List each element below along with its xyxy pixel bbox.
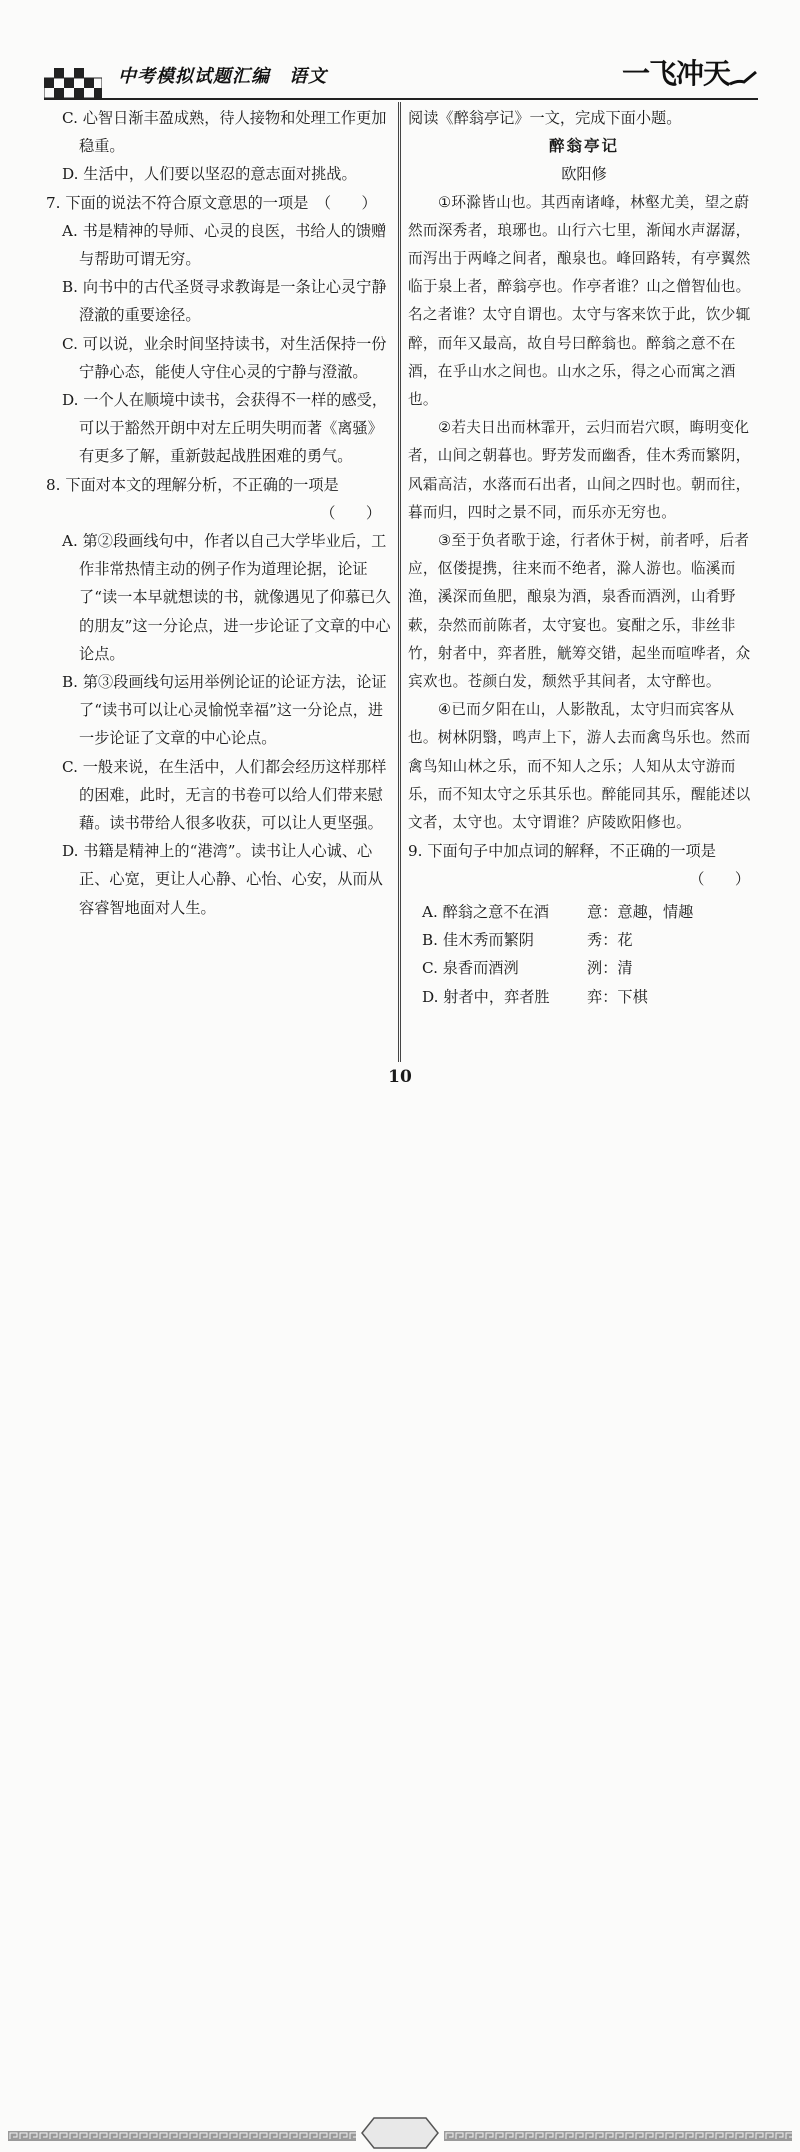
answer-paren: （ ）: [689, 870, 750, 889]
header-rule: [44, 98, 758, 100]
question-9: 9. 下面句子中加点词的解释，不正确的一项是: [408, 842, 716, 861]
essay-paragraph: ①环滁皆山也。其西南诸峰，林壑尤美，望之蔚然而深秀者，琅琊也。山行六七里，渐闻水声潺潺，而泻出于两峰之间者，酿泉也。峰回路转，有亭翼然临于泉上者，醉翁亭也。作亭者谁？山之僧智仙也。名之者谁？太守自谓也。太守与客来饮于此，饮少辄醉，而年又最高，故自号曰醉翁也。醉翁之意不在酒，在乎山水之间也。山水之乐，得之心而寓之酒也。: [408, 193, 751, 409]
footer-border-left: [8, 2131, 356, 2141]
answer-option: D. 生活中，人们要以坚忍的意志面对挑战。: [62, 165, 357, 184]
brand-swoosh-icon: [728, 70, 758, 88]
q9-choice-sentence: A. 醉翁之意不在酒: [422, 902, 549, 921]
essay-paragraph: ④已而夕阳在山，人影散乱，太守归而宾客从也。树林阴翳，鸣声上下，游人去而禽鸟乐也。然而禽鸟知山林之乐，而不知人之乐；人知从太守游而乐，而不知太守之乐其乐也。醉能同其乐，醒能述以文者，太守也。太守谓谁？庐陵欧阳修也。: [408, 701, 751, 832]
page-number: 10: [388, 1067, 412, 1087]
question-stem: 8. 下面对本文的理解分析，不正确的一项是: [46, 475, 339, 494]
checker-pattern-logo: [44, 58, 102, 98]
column-divider: [398, 102, 401, 1062]
q9-choice-row: [408, 898, 760, 926]
right-column: [408, 104, 760, 1011]
q9-choice-row: [408, 954, 760, 982]
q9-choice-gloss: 洌：清: [587, 959, 633, 978]
q9-choice-gloss: 秀：花: [587, 931, 633, 950]
reading-intro: 阅读《醉翁亭记》一文，完成下面小题。: [408, 109, 682, 127]
answer-option: A. 书是精神的导师、心灵的良医，书给人的馈赠与帮助可谓无穷。: [62, 221, 387, 269]
q9-choices: [408, 898, 760, 1012]
answer-option: D. 书籍是精神上的“港湾”。读书让人心诚、心正、心宽，更让人心静、心怡、心安，从而从容睿智地面对人生。: [62, 842, 383, 917]
answer-option: A. 第②段画线句中，作者以自己大学毕业后，工作非常热情主动的例子作为道理论据，论证了“读一本早就想读的书，就像遇见了仰慕已久的朋友”这一分论点，进一步论证了文章的中心论点。: [62, 532, 391, 663]
footer-border-right: [444, 2131, 792, 2141]
q9-choice-gloss: 弈：下棋: [587, 987, 648, 1006]
answer-option: D. 一个人在顺境中读书，会获得不一样的感受，可以于豁然开朗中对左丘明失明而著《离骚》有更多了解，重新鼓起战胜困难的勇气。: [62, 391, 388, 466]
question-stem: 7. 下面的说法不符合原文意思的一项是 （ ）: [46, 193, 377, 212]
answer-option: C. 一般来说，在生活中，人们都会经历这样那样的困难，此时，无言的书卷可以给人们带来慰藉。读书带给人很多收获，可以让人更坚强。: [62, 757, 387, 833]
q9-choice-sentence: C. 泉香而酒洌: [422, 959, 519, 978]
page-header: [0, 0, 800, 102]
series-title: 中考模拟试题汇编 语文: [118, 66, 327, 87]
essay-paragraph: ③至于负者歌于途，行者休于树，前者呼，后者应，伛偻提携，往来而不绝者，滁人游也。临溪而渔，溪深而鱼肥，酿泉为酒，泉香而酒洌，山肴野蔌，杂然而前陈者，太守宴也。宴酣之乐，非丝非竹，射者中，弈者胜，觥筹交错，起坐而喧哗者，众宾欢也。苍颜白发，颓然乎其间者，太守醉也。: [408, 532, 751, 691]
essay-author: 欧阳修: [561, 165, 607, 184]
essay-paragraph: ②若夫日出而林霏开，云归而岩穴暝，晦明变化者，山间之朝暮也。野芳发而幽香，佳木秀而繁阴，风霜高洁，水落而石出者，山间之四时也。朝而往，暮而归，四时之景不同，而乐亦无穷也。: [408, 419, 751, 521]
answer-option: C. 心智日渐丰盈成熟，待人接物和处理工作更加稳重。: [62, 109, 387, 156]
q9-choice-row: [408, 926, 760, 954]
essay-body: [408, 189, 760, 838]
page-number-badge: [358, 2114, 442, 2152]
answer-option: B. 向书中的古代圣贤寻求教诲是一条让心灵宁静澄澈的重要途径。: [62, 278, 387, 325]
answer-paren: （ ）: [320, 503, 381, 522]
q9-choice-sentence: B. 佳木秀而繁阴: [422, 931, 534, 950]
brand-logo-text: 一飞冲天: [622, 57, 731, 90]
essay-title: 醉翁亭记: [548, 136, 619, 156]
q9-choice-sentence: D. 射者中，弈者胜: [422, 987, 550, 1006]
q9-choice-gloss: 意：意趣，情趣: [587, 902, 694, 921]
answer-option: B. 第③段画线句运用举例论证的论证方法，论证了“读书可以让心灵愉悦幸福”这一分论点，进一步论证了文章的中心论点。: [62, 673, 387, 748]
left-column: [46, 104, 391, 922]
answer-option: C. 可以说，业余时间坚持读书，对生活保持一份宁静心态，能使人守住心灵的宁静与澄澈。: [62, 334, 387, 381]
q9-choice-row: [408, 983, 760, 1011]
